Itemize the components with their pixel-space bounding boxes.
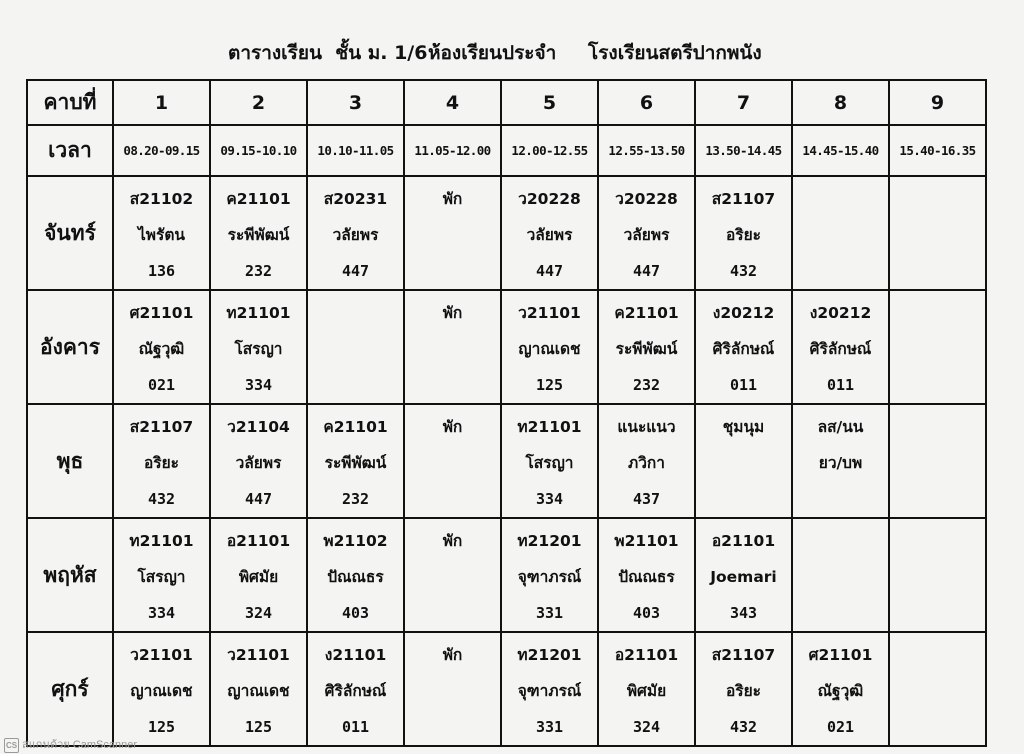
- teacher-name: อริยะ: [725, 226, 762, 244]
- room-number: 324: [244, 604, 273, 622]
- course-code: พ21102: [323, 532, 388, 550]
- period-time: 12.00-12.55: [501, 125, 598, 176]
- timetable-slot: [598, 404, 695, 518]
- period-time: 11.05-12.00: [404, 125, 501, 176]
- room-number: 403: [632, 604, 661, 622]
- teacher-name: ญาณเดช: [130, 682, 193, 700]
- timetable-slot: [889, 632, 986, 746]
- room-number: 232: [244, 262, 273, 280]
- course-code: แนะแนว: [617, 418, 676, 436]
- room-number: 334: [244, 376, 273, 394]
- timetable-slot: [113, 176, 210, 290]
- room-number: 011: [826, 376, 855, 394]
- slot-text: พัก: [442, 418, 463, 436]
- slot-text: ชุมนุม: [722, 418, 765, 436]
- slot-text: ลส/นน: [817, 418, 864, 436]
- timetable: [26, 79, 987, 747]
- timetable-slot: [792, 518, 889, 632]
- timetable-slot: [501, 632, 598, 746]
- title-school: โรงเรียนสตรีปากพนัง: [588, 42, 762, 64]
- timetable-slot: [889, 404, 986, 518]
- room-number: 011: [729, 376, 758, 394]
- timetable-slot: [889, 176, 986, 290]
- timetable-slot: [501, 290, 598, 404]
- period-number: 7: [695, 80, 792, 125]
- teacher-name: ญาณเดช: [518, 340, 581, 358]
- room-number: 403: [341, 604, 370, 622]
- room-number: 437: [632, 490, 661, 508]
- course-code: ศ21101: [129, 304, 194, 322]
- room-number: 125: [244, 718, 273, 736]
- course-code: ท21201: [517, 532, 582, 550]
- slot-text: ยว/บพ: [818, 454, 863, 472]
- day-row: [27, 290, 986, 404]
- course-code: ส21102: [129, 190, 194, 208]
- timetable-slot: [113, 404, 210, 518]
- timetable-slot: [113, 632, 210, 746]
- day-name: ศุกร์: [27, 632, 113, 746]
- teacher-name: วลัยพร: [526, 226, 573, 244]
- timetable-slot: [404, 518, 501, 632]
- timetable-slot: [501, 404, 598, 518]
- teacher-name: จุฑาภรณ์: [517, 568, 582, 586]
- day-name: จันทร์: [27, 176, 113, 290]
- teacher-name: ปัณณธร: [618, 568, 675, 586]
- teacher-name: Joemari: [710, 568, 777, 586]
- day-row: [27, 518, 986, 632]
- timetable-slot: [113, 518, 210, 632]
- course-code: ศ21101: [808, 646, 873, 664]
- teacher-name: วลัยพร: [332, 226, 379, 244]
- room-number: 334: [535, 490, 564, 508]
- teacher-name: ปัณณธร: [327, 568, 384, 586]
- timetable-slot: [792, 632, 889, 746]
- timetable-slot: [695, 404, 792, 518]
- timetable-slot: [210, 290, 307, 404]
- period-time: 14.45-15.40: [792, 125, 889, 176]
- course-code: อ21101: [711, 532, 776, 550]
- teacher-name: ศิริลักษณ์: [324, 682, 387, 700]
- time-row: [27, 125, 986, 176]
- room-number: 331: [535, 718, 564, 736]
- room-number: 011: [341, 718, 370, 736]
- course-code: อ21101: [226, 532, 291, 550]
- teacher-name: โสรญา: [525, 454, 574, 472]
- timetable-slot: [210, 404, 307, 518]
- teacher-name: ระพีพัฒน์: [615, 340, 678, 358]
- timetable-slot: [113, 290, 210, 404]
- teacher-name: ศิริลักษณ์: [809, 340, 872, 358]
- scanner-watermark: [4, 735, 137, 753]
- course-code: ว20228: [615, 190, 678, 208]
- timetable-slot: [695, 632, 792, 746]
- teacher-name: โสรญา: [137, 568, 186, 586]
- period-time: 13.50-14.45: [695, 125, 792, 176]
- teacher-name: ไพรัตน: [138, 226, 185, 244]
- course-code: ค21101: [226, 190, 291, 208]
- course-code: ว21101: [130, 646, 193, 664]
- timetable-slot: [501, 518, 598, 632]
- period-time: 15.40-16.35: [889, 125, 986, 176]
- teacher-name: โสรญา: [234, 340, 283, 358]
- room-number: 447: [341, 262, 370, 280]
- timetable-slot: [695, 176, 792, 290]
- day-name: พุธ: [27, 404, 113, 518]
- room-number: 432: [729, 262, 758, 280]
- course-code: ท21101: [226, 304, 291, 322]
- timetable-slot: [792, 290, 889, 404]
- course-code: ว21101: [518, 304, 581, 322]
- time-label: เวลา: [27, 125, 113, 176]
- timetable-slot: [501, 176, 598, 290]
- timetable-slot: [792, 176, 889, 290]
- teacher-name: ศิริลักษณ์: [712, 340, 775, 358]
- room-number: 125: [535, 376, 564, 394]
- room-number: 232: [632, 376, 661, 394]
- course-code: อ21101: [614, 646, 679, 664]
- course-code: ส21107: [129, 418, 194, 436]
- day-row: [27, 632, 986, 746]
- teacher-name: จุฑาภรณ์: [517, 682, 582, 700]
- period-time: 09.15-10.10: [210, 125, 307, 176]
- timetable-slot: [210, 176, 307, 290]
- teacher-name: พิศมัย: [626, 682, 667, 700]
- room-number: 324: [632, 718, 661, 736]
- timetable-slot: [695, 518, 792, 632]
- timetable-slot: [210, 632, 307, 746]
- timetable-slot: [307, 632, 404, 746]
- course-code: ง21101: [324, 646, 387, 664]
- room-number: 432: [729, 718, 758, 736]
- timetable-slot: [598, 290, 695, 404]
- course-code: ว21101: [227, 646, 290, 664]
- room-number: 021: [826, 718, 855, 736]
- slot-text: พัก: [442, 646, 463, 664]
- period-number: 9: [889, 80, 986, 125]
- course-code: ค21101: [614, 304, 679, 322]
- timetable-slot: [889, 290, 986, 404]
- period-time: 10.10-11.05: [307, 125, 404, 176]
- room-number: 125: [147, 718, 176, 736]
- timetable-slot: [307, 290, 404, 404]
- timetable-slot: [210, 518, 307, 632]
- day-name: พฤหัส: [27, 518, 113, 632]
- slot-text: พัก: [442, 532, 463, 550]
- camscanner-icon: CS: [4, 738, 19, 753]
- course-code: ท21101: [129, 532, 194, 550]
- course-code: ส20231: [323, 190, 388, 208]
- day-name: อังคาร: [27, 290, 113, 404]
- teacher-name: ระพีพัฒน์: [324, 454, 387, 472]
- room-number: 447: [244, 490, 273, 508]
- period-number: 5: [501, 80, 598, 125]
- course-code: ท21201: [517, 646, 582, 664]
- timetable-slot: [695, 290, 792, 404]
- course-code: ส21107: [711, 190, 776, 208]
- period-time: 08.20-09.15: [113, 125, 210, 176]
- room-number: 232: [341, 490, 370, 508]
- title-class: ตารางเรียน ชั้น ม. 1/6: [228, 42, 428, 64]
- period-row: [27, 80, 986, 125]
- page-title: [0, 38, 1024, 68]
- teacher-name: ระพีพัฒน์: [227, 226, 290, 244]
- period-number: 2: [210, 80, 307, 125]
- room-number: 447: [632, 262, 661, 280]
- timetable-slot: [792, 404, 889, 518]
- course-code: ว20228: [518, 190, 581, 208]
- room-number: 021: [147, 376, 176, 394]
- room-number: 447: [535, 262, 564, 280]
- day-row: [27, 176, 986, 290]
- timetable-slot: [889, 518, 986, 632]
- teacher-name: อริยะ: [143, 454, 180, 472]
- teacher-name: ญาณเดช: [227, 682, 290, 700]
- period-number: 4: [404, 80, 501, 125]
- timetable-slot: [404, 290, 501, 404]
- period-label: คาบที่: [27, 80, 113, 125]
- course-code: พ21101: [614, 532, 679, 550]
- timetable-slot: [307, 518, 404, 632]
- timetable-slot: [404, 632, 501, 746]
- course-code: ง20212: [712, 304, 775, 322]
- room-number: 334: [147, 604, 176, 622]
- timetable-slot: [598, 518, 695, 632]
- teacher-name: ณัฐวุฒิ: [138, 340, 185, 358]
- teacher-name: พิศมัย: [238, 568, 279, 586]
- slot-text: พัก: [442, 304, 463, 322]
- room-number: 331: [535, 604, 564, 622]
- period-number: 1: [113, 80, 210, 125]
- timetable-slot: [307, 176, 404, 290]
- course-code: ง20212: [809, 304, 872, 322]
- period-time: 12.55-13.50: [598, 125, 695, 176]
- timetable-slot: [598, 632, 695, 746]
- course-code: ส21107: [711, 646, 776, 664]
- teacher-name: ภวิกา: [627, 454, 665, 472]
- slot-text: พัก: [442, 190, 463, 208]
- watermark-text: สแกนด้วย CamScanner: [22, 739, 138, 751]
- period-number: 3: [307, 80, 404, 125]
- timetable-slot: [307, 404, 404, 518]
- course-code: ว21104: [227, 418, 290, 436]
- room-number: 432: [147, 490, 176, 508]
- day-row: [27, 404, 986, 518]
- timetable-slot: [598, 176, 695, 290]
- room-number: 343: [729, 604, 758, 622]
- period-number: 8: [792, 80, 889, 125]
- course-code: ท21101: [517, 418, 582, 436]
- course-code: ค21101: [323, 418, 388, 436]
- teacher-name: วลัยพร: [235, 454, 282, 472]
- teacher-name: อริยะ: [725, 682, 762, 700]
- timetable-slot: [404, 176, 501, 290]
- teacher-name: วลัยพร: [623, 226, 670, 244]
- timetable-slot: [404, 404, 501, 518]
- room-number: 136: [147, 262, 176, 280]
- title-room: ห้องเรียนประจำ: [428, 42, 557, 64]
- period-number: 6: [598, 80, 695, 125]
- teacher-name: ณัฐวุฒิ: [817, 682, 864, 700]
